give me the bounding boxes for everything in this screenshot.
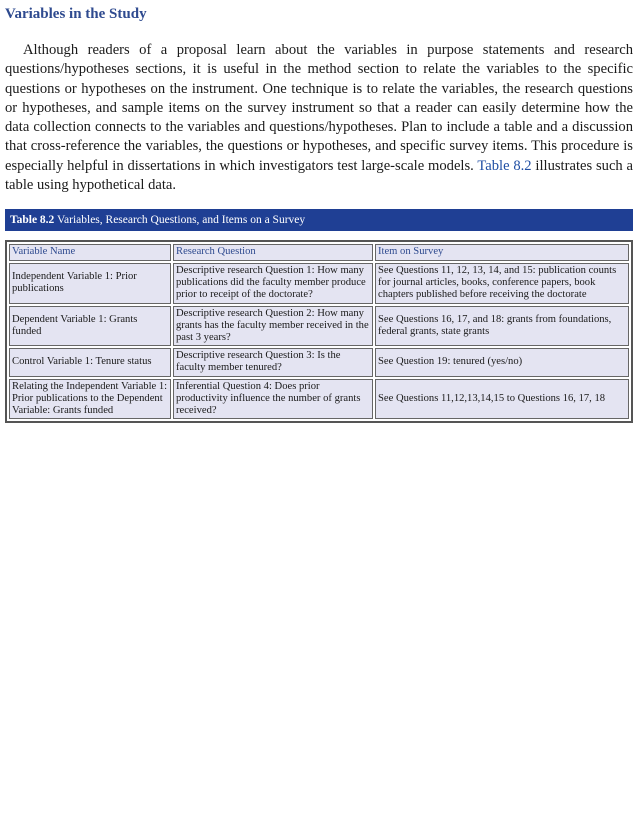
survey-table <box>5 240 633 423</box>
cell-question: Inferential Question 4: Does prior productivity influence the number of grants received? <box>173 379 373 420</box>
cell-item: See Questions 16, 17, and 18: grants from foundations, federal grants, state grants <box>375 306 629 347</box>
table-row <box>9 263 629 304</box>
cell-question: Descriptive research Question 3: Is the faculty member tenured? <box>173 348 373 376</box>
paragraph-text-end: illustrates such a table using hypothetical data. <box>5 157 633 194</box>
table-caption <box>5 209 633 231</box>
section-heading: Variables in the Study <box>5 6 147 22</box>
table-header-row <box>9 244 629 261</box>
table-caption-text: Variables, Research Questions, and Items on a Survey <box>56 214 306 226</box>
cell-item: See Questions 11, 12, 13, 14, and 15: publication counts for journal articles, books, conference papers, book chapters published before receiving the doctorate <box>375 263 629 304</box>
table-row <box>9 379 629 420</box>
header-variable-name: Variable Name <box>9 244 171 261</box>
table-row <box>9 348 629 376</box>
cell-variable: Independent Variable 1: Prior publications <box>9 263 171 304</box>
cell-question: Descriptive research Question 2: How many grants has the faculty member received in the past 3 years? <box>173 306 373 347</box>
cell-item: See Questions 11,12,13,14,15 to Questions 16, 17, 18 <box>375 379 629 420</box>
cell-variable: Relating the Independent Variable 1: Prior publications to the Dependent Variable: Grants funded <box>9 379 171 420</box>
table-reference-link[interactable]: Table 8.2 <box>477 157 532 174</box>
table-row <box>9 306 629 347</box>
header-research-question: Research Question <box>173 244 373 261</box>
cell-question: Descriptive research Question 1: How many publications did the faculty member produce prior to receipt of the doctorate? <box>173 263 373 304</box>
table-caption-label: Table 8.2 <box>10 214 55 226</box>
paragraph-text: Although readers of a proposal learn about the variables in purpose statements and research questions/hypotheses sections, it is useful in the method section to relate the variables to the specific questions or hypotheses on the instrument. One technique is to relate the variables, the research questions or hypotheses, and sample items on the survey instrument so that a reader can easily determine how the data collection connects to the variables and questions/hypotheses. Plan to include a table and a discussion that cross-reference the variables, the questions or hypotheses, and specific survey items. This procedure is especially helpful in dissertations in which investigators test large-scale models. <box>5 42 633 174</box>
cell-variable: Control Variable 1: Tenure status <box>9 348 171 376</box>
header-item-on-survey: Item on Survey <box>375 244 629 261</box>
cell-item: See Question 19: tenured (yes/no) <box>375 348 629 376</box>
body-paragraph <box>5 41 633 195</box>
cell-variable: Dependent Variable 1: Grants funded <box>9 306 171 347</box>
